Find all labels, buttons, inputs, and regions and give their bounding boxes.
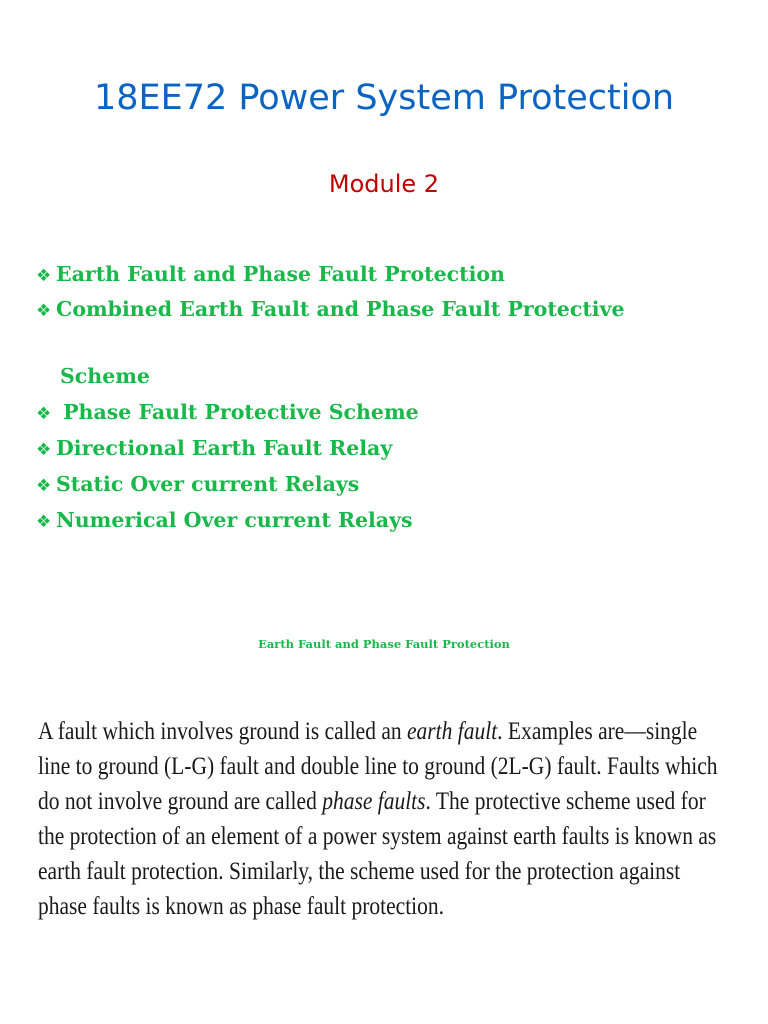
bullet-text: Numerical Over current Relays [56,508,413,532]
bullet-item [36,262,505,286]
bullet-text: Phase Fault Protective Scheme [56,400,419,424]
diamond-bullet-icon: ❖ [36,440,52,460]
bullet-text: Static Over current Relays [56,472,360,496]
diamond-bullet-icon: ❖ [36,476,52,496]
page-title: 18EE72 Power System Protection [93,78,675,118]
section-heading: Earth Fault and Phase Fault Protection [258,637,510,651]
bullet-item [36,400,419,424]
diamond-bullet-icon: ❖ [36,301,52,321]
bullet-text: Directional Earth Fault Relay [56,436,393,460]
diamond-bullet-icon: ❖ [36,512,52,532]
bullet-text: Scheme [60,364,150,388]
paragraph-line: do not involve ground are called phase faults. The protective scheme used for [38,788,706,815]
paragraph-line: A fault which involves ground is called an earth fault. Examples are—single [38,718,698,745]
module-heading: Module 2 [328,170,440,198]
bullet-item [36,297,625,321]
paragraph-line: earth fault protection. Similarly, the scheme used for the protection against [38,858,681,885]
diamond-bullet-icon: ❖ [36,266,52,286]
bullet-item [36,508,413,532]
paragraph-line: line to ground (L-G) fault and double line to ground (2L-G) fault. Faults which [38,753,718,780]
body-paragraph [38,714,717,924]
bullet-item [36,472,359,496]
bullet-text: Combined Earth Fault and Phase Fault Protective [56,297,625,321]
bullet-item [36,436,392,460]
paragraph-line: the protection of an element of a power system against earth faults is known as [38,823,717,850]
paragraph-line: phase faults is known as phase fault protection. [38,893,445,920]
bullet-text: Earth Fault and Phase Fault Protection [56,262,505,286]
bullet-continuation [60,364,150,388]
diamond-bullet-icon: ❖ [36,404,52,424]
